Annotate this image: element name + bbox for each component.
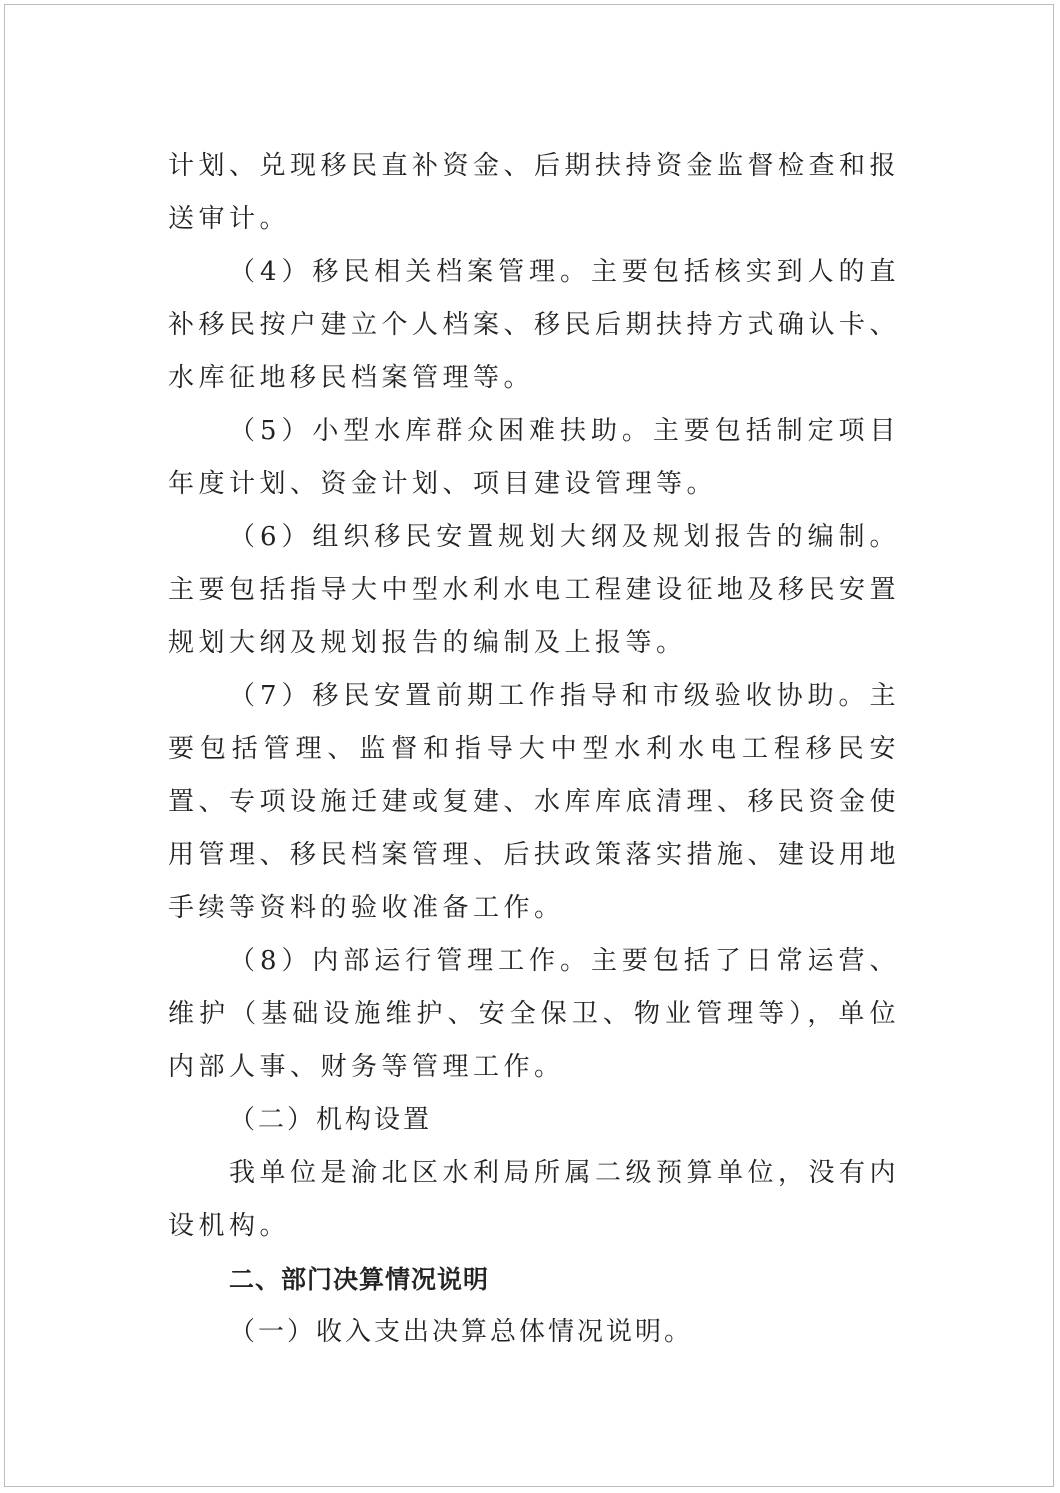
- paragraph-duty-5: （5）小型水库群众困难扶助。主要包括制定项目年度计划、资金计划、项目建设管理等。: [168, 416, 900, 499]
- paragraph-org-structure: 我单位是渝北区水利局所属二级预算单位，没有内设机构。: [168, 1158, 901, 1241]
- paragraph-duty-8: （8）内部运行管理工作。主要包括了日常运营、维护（基础设施维护、安全保卫、物业管理等），单位内部人事、财务等管理工作。: [168, 946, 900, 1082]
- subsection-income-expense: （一）收入支出决算总体情况说明。: [229, 1317, 694, 1347]
- subsection-org-structure: （二）机构设置: [229, 1105, 433, 1135]
- section-heading: 二、部门决算情况说明: [229, 1265, 490, 1294]
- paragraph-duty-4: （4）移民相关档案管理。主要包括核实到人的直补移民按户建立个人档案、移民后期扶持方式确认卡、水库征地移民档案管理等。: [168, 257, 901, 393]
- paragraph-duty-6: （6）组织移民安置规划大纲及规划报告的编制。主要包括指导大中型水利水电工程建设征地及移民安置规划大纲及规划报告的编制及上报等。: [168, 522, 901, 658]
- document-page: [4, 4, 1054, 1487]
- paragraph-duty-7: （7）移民安置前期工作指导和市级验收协助。主要包括管理、监督和指导大中型水利水电工程移民安置、专项设施迁建或复建、水库库底清理、移民资金使用管理、移民档案管理、后扶政策落实措施、建设用地手续等资料的验收准备工作。: [168, 681, 901, 923]
- document-body: [168, 140, 900, 1359]
- paragraph-duties-continued: 计划、兑现移民直补资金、后期扶持资金监督检查和报送审计。: [168, 151, 901, 234]
